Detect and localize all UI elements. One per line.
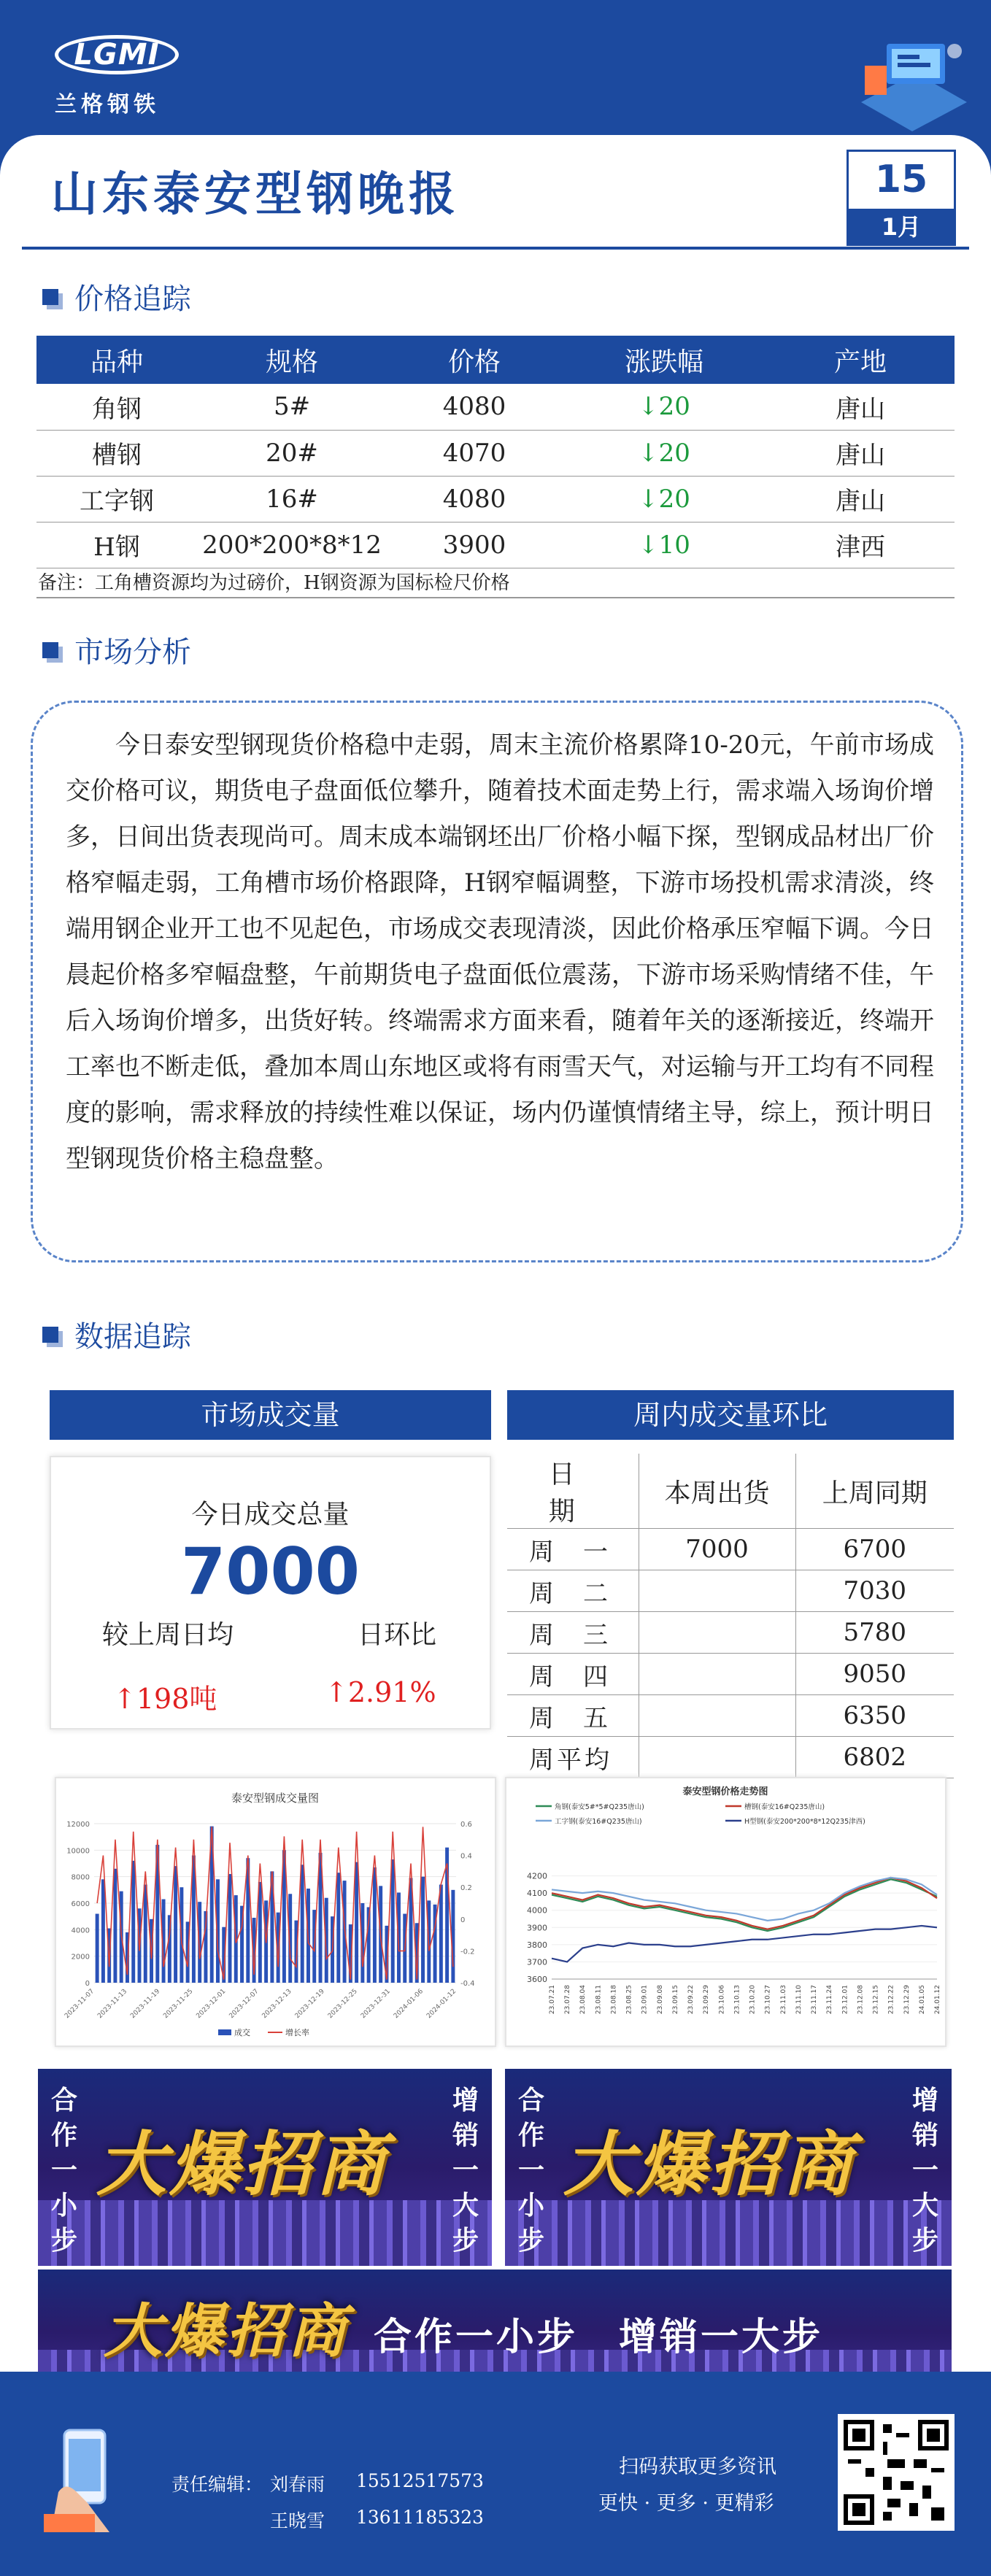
bar <box>439 1885 443 1983</box>
down-arrow-icon: ↓ <box>638 484 659 514</box>
cell-last: 6350 <box>795 1695 954 1737</box>
chart-title: 泰安型钢成交量图 <box>231 1792 320 1805</box>
table-row <box>507 1529 954 1570</box>
avg-value: ↑198吨 <box>113 1683 217 1715</box>
change-value: 20 <box>658 392 690 422</box>
y-tick-label: 0 <box>85 1980 90 1988</box>
y-tick-label: 3600 <box>527 1975 547 1984</box>
table-row <box>36 384 955 430</box>
scan-text: 扫码获取更多资讯 <box>619 2456 776 2478</box>
x-tick-label: 23.09.22 <box>687 1985 695 2015</box>
city-skyline <box>505 2200 952 2266</box>
cell-spec: 20# <box>197 430 387 476</box>
y-tick-label: 3900 <box>527 1923 547 1933</box>
y-tick-label: 2000 <box>71 1953 90 1962</box>
cell-day: 周平均 <box>507 1737 639 1778</box>
ad-big-text: 大爆招商 <box>96 2123 388 2205</box>
x-tick-label: 2023-11-25 <box>162 1988 195 2021</box>
bar <box>113 1869 117 1983</box>
x-tick-label: 23.10.13 <box>733 1985 741 2015</box>
section-bullet-icon <box>42 642 58 658</box>
cell-this: 7000 <box>639 1529 795 1570</box>
x-tick-label: 23.08.25 <box>625 1985 633 2015</box>
bar <box>144 1885 147 1983</box>
y2-tick-label: 0.4 <box>460 1852 472 1861</box>
y2-tick-label: 0.2 <box>460 1884 472 1893</box>
editor1-phone: 15512517573 <box>356 2470 484 2491</box>
qr-code-icon <box>844 2420 949 2525</box>
down-arrow-icon: ↓ <box>638 392 659 422</box>
x-tick-label: 2023-11-19 <box>129 1988 162 2021</box>
col-header: 涨跌幅 <box>562 336 766 384</box>
down-arrow-icon: ↓ <box>638 530 659 560</box>
table-row <box>36 522 955 568</box>
col-header: 价格 <box>387 336 562 384</box>
table-row <box>36 430 955 476</box>
tagline: 更快 · 更多 · 更精彩 <box>598 2492 774 2515</box>
legend-label: 成交 <box>234 2028 250 2037</box>
footer <box>0 2372 991 2576</box>
x-tick-label: 23.12.08 <box>857 1985 865 2015</box>
x-tick-label: 2023-12-13 <box>261 1988 293 2021</box>
y-tick-label: 4000 <box>527 1905 547 1916</box>
y-tick-label: 10000 <box>66 1847 90 1856</box>
col-header: 日 期 <box>507 1454 639 1529</box>
cell-name: 工字钢 <box>36 476 197 522</box>
legend-label: H型钢(泰安200*200*8*12Q235津西) <box>744 1818 865 1826</box>
cell-spec: 200*200*8*12 <box>197 522 387 568</box>
lgmi-logo <box>55 29 179 95</box>
ratio-label: 日环比 <box>358 1620 437 1650</box>
editor-label: 责任编辑： <box>171 2474 263 2495</box>
bar <box>96 1914 99 1983</box>
report-title: 山东泰安型钢晚报 <box>51 167 460 222</box>
x-tick-label: 23.09.15 <box>671 1985 679 2015</box>
table-row <box>507 1695 954 1737</box>
volume-chart-svg <box>56 1778 495 2045</box>
qr-code[interactable] <box>838 2414 955 2531</box>
cell-origin: 唐山 <box>766 384 955 430</box>
cell-this <box>639 1570 795 1612</box>
legend-label: 增长率 <box>285 2028 309 2037</box>
chart-title: 泰安型钢价格走势图 <box>682 1786 768 1797</box>
cell-price: 3900 <box>387 522 562 568</box>
city-skyline <box>38 2200 492 2266</box>
change-value: 10 <box>658 530 690 560</box>
col-header: 产地 <box>766 336 955 384</box>
bar <box>391 1859 395 1983</box>
price-table <box>36 336 955 568</box>
cell-last: 6700 <box>795 1529 954 1570</box>
section-data-title: 数据追踪 <box>74 1320 191 1354</box>
y-tick-label: 4100 <box>527 1889 547 1899</box>
x-tick-label: 2023-12-25 <box>326 1988 359 2021</box>
price-chart-svg <box>506 1778 945 2045</box>
y2-tick-label: 0 <box>460 1916 466 1924</box>
cell-spec: 5# <box>197 384 387 430</box>
x-tick-label: 23.09.08 <box>656 1985 664 2015</box>
ad-slogan: 合作一小步 增销一大步 <box>374 2315 824 2359</box>
editor2-phone: 13611185323 <box>356 2507 484 2528</box>
ratio-value: ↑2.91% <box>325 1676 436 1708</box>
y2-tick-label: 0.6 <box>460 1821 472 1829</box>
ad-side-left-text: 合作一小步 <box>50 2086 77 2256</box>
price-note: 备注：工角槽资源均为过磅价，H钢资源为国标检尺价格 <box>38 572 510 594</box>
cell-last: 6802 <box>795 1737 954 1778</box>
date-box <box>847 150 956 246</box>
table-row <box>507 1570 954 1612</box>
x-tick-label: 23.11.10 <box>795 1985 803 2015</box>
bar <box>336 1873 340 1983</box>
x-tick-label: 24.01.05 <box>918 1985 926 2015</box>
x-tick-label: 24.01.12 <box>934 1985 941 2015</box>
ad-banner-left[interactable] <box>38 2069 492 2266</box>
y-tick-label: 4000 <box>71 1927 90 1935</box>
cell-origin: 津西 <box>766 522 955 568</box>
cell-change <box>562 522 766 568</box>
editor1-name: 刘春雨 <box>270 2474 325 2495</box>
section-price-title: 价格追踪 <box>74 282 191 316</box>
x-tick-label: 23.09.01 <box>641 1985 649 2015</box>
x-tick-label: 23.08.18 <box>610 1985 618 2015</box>
editor2-name: 王晓雪 <box>270 2510 325 2531</box>
cell-this <box>639 1612 795 1654</box>
y-tick-label: 6000 <box>71 1900 90 1908</box>
cell-price: 4080 <box>387 384 562 430</box>
volume-card <box>50 1456 491 1729</box>
x-tick-label: 23.12.01 <box>841 1985 849 2015</box>
cell-day: 周五 <box>507 1695 639 1737</box>
bar <box>421 1877 425 1983</box>
avg-label: 较上周日均 <box>102 1620 234 1650</box>
ad-side-right-text: 增销一大步 <box>911 2086 938 2256</box>
x-tick-label: 23.10.27 <box>764 1985 772 2015</box>
cell-origin: 唐山 <box>766 430 955 476</box>
table-row <box>507 1612 954 1654</box>
x-tick-label: 23.08.04 <box>579 1985 587 2015</box>
cell-change <box>562 476 766 522</box>
series-line <box>552 1878 937 1929</box>
cell-name: 角钢 <box>36 384 197 430</box>
x-tick-label: 23.10.20 <box>749 1985 757 2015</box>
x-tick-label: 2023-11-13 <box>96 1988 129 2021</box>
legend-swatch <box>218 2029 231 2035</box>
cell-last: 5780 <box>795 1612 954 1654</box>
logo-text: LGMI <box>74 38 160 72</box>
section-analysis <box>42 629 191 671</box>
x-tick-label: 23.10.06 <box>718 1985 726 2015</box>
y-tick-label: 12000 <box>66 1821 90 1829</box>
ad-side-right-text: 增销一大步 <box>452 2086 479 2256</box>
bar <box>355 1862 358 1983</box>
cell-this <box>639 1695 795 1737</box>
col-header: 品种 <box>36 336 197 384</box>
cell-this <box>639 1654 795 1695</box>
y-tick-label: 3800 <box>527 1940 547 1950</box>
bar <box>301 1864 304 1983</box>
ad-big-text: 大爆招商 <box>563 2123 855 2205</box>
section-bullet-icon <box>42 289 58 305</box>
cell-day: 周三 <box>507 1612 639 1654</box>
bar <box>168 1915 171 1983</box>
x-tick-label: 23.07.21 <box>549 1985 556 2015</box>
price-trend-chart <box>505 1777 946 2047</box>
phone-hand-icon <box>44 2423 131 2532</box>
x-tick-label: 23.12.29 <box>903 1985 911 2015</box>
change-value: 20 <box>658 484 690 514</box>
x-tick-label: 2024-01-06 <box>392 1988 425 2021</box>
bar <box>101 1879 105 1983</box>
x-tick-label: 23.11.03 <box>779 1985 787 2015</box>
y-tick-label: 4200 <box>527 1871 547 1881</box>
ad-banner-right[interactable] <box>505 2069 952 2266</box>
col-header: 规格 <box>197 336 387 384</box>
date-month: 1月 <box>849 209 954 244</box>
change-value: 20 <box>658 438 690 468</box>
date-day: 15 <box>874 158 928 201</box>
ad-big-text: 大爆招商 <box>104 2297 349 2365</box>
y-tick-label: 8000 <box>71 1873 90 1882</box>
x-tick-label: 23.08.11 <box>595 1985 603 2015</box>
weekly-table <box>507 1454 954 1778</box>
x-tick-label: 2023-12-19 <box>293 1988 326 2021</box>
x-tick-label: 23.11.24 <box>826 1985 834 2015</box>
series-line <box>552 1926 937 1962</box>
cell-name: H钢 <box>36 522 197 568</box>
cell-price: 4080 <box>387 476 562 522</box>
table-row <box>507 1654 954 1695</box>
x-tick-label: 23.09.29 <box>703 1985 711 2015</box>
today-value: 7000 <box>181 1534 360 1609</box>
legend-label: 工字钢(泰安16#Q235唐山) <box>555 1818 642 1826</box>
weekly-header <box>507 1454 954 1529</box>
compare-title-bar: 周内成交量环比 <box>507 1390 954 1440</box>
today-label: 今日成交总量 <box>191 1500 350 1530</box>
cell-day: 周四 <box>507 1654 639 1695</box>
col-header: 上周同期 <box>795 1454 954 1529</box>
bar <box>228 1874 232 1983</box>
table-row <box>36 476 955 522</box>
tech-illustration-icon <box>847 22 971 139</box>
x-tick-label: 2023-12-31 <box>359 1988 392 2021</box>
cell-spec: 16# <box>197 476 387 522</box>
bar <box>373 1867 377 1983</box>
cell-name: 槽钢 <box>36 430 197 476</box>
cell-change <box>562 384 766 430</box>
cell-last: 7030 <box>795 1570 954 1612</box>
note-divider <box>36 597 955 598</box>
cell-day: 周二 <box>507 1570 639 1612</box>
cell-price: 4070 <box>387 430 562 476</box>
cell-last: 9050 <box>795 1654 954 1695</box>
ad-side-left-text: 合作一小步 <box>517 2086 544 2256</box>
y-tick-label: 3700 <box>527 1957 547 1967</box>
col-header: 本周出货 <box>639 1454 795 1529</box>
down-arrow-icon: ↓ <box>638 438 659 468</box>
x-tick-label: 23.12.22 <box>887 1985 895 2015</box>
volume-title-bar: 市场成交量 <box>50 1390 491 1440</box>
y2-tick-label: -0.2 <box>460 1948 475 1956</box>
analysis-text: 今日泰安型钢现货价格稳中走弱，周末主流价格累降10-20元，午前市场成交价格可议，期货电子盘面低位攀升，随着技术面走势上行，需求端入场询价增多，日间出货表现尚可。周末成本端钢坯出厂价格小幅下探，型钢成品材出厂价格窄幅走弱，工角槽市场价格跟降，H钢窄幅调整，下游市场投机需求清淡，终端用钢企业开工也不见起色，市场成交表现清淡，因此价格承压窄幅下调。今日晨起价格多窄幅盘整，午前期货电子盘面低位震荡，下游市场采购情绪不佳，午后入场询价增多，出货好转。终端需求方面来看，随着年关的逐渐接近，终端开工率也不断走低，叠加本周山东地区或将有雨雪天气，对运输与开工均有不同程度的影响，需求释放的持续性难以保证，场内仍谨慎情绪主导，综上，预计明日型钢现货价格主稳盘整。 <box>66 730 934 1173</box>
cell-origin: 唐山 <box>766 476 955 522</box>
price-table-header <box>36 336 955 384</box>
section-price <box>42 276 191 317</box>
x-tick-label: 2023-12-07 <box>228 1988 261 2021</box>
brand-name: 兰格钢铁 <box>55 92 160 117</box>
legend-label: 角钢(泰安5#*5#Q235唐山) <box>555 1803 644 1811</box>
title-divider <box>22 247 969 250</box>
cell-day: 周一 <box>507 1529 639 1570</box>
bar <box>174 1866 177 1983</box>
x-tick-label: 23.07.28 <box>564 1985 572 2015</box>
volume-chart <box>55 1777 496 2047</box>
cell-change <box>562 430 766 476</box>
bar <box>131 1861 135 1983</box>
cell-this <box>639 1737 795 1778</box>
x-tick-label: 23.11.17 <box>811 1985 819 2015</box>
table-row <box>507 1737 954 1778</box>
x-tick-label: 2023-12-01 <box>195 1988 228 2021</box>
x-tick-label: 2023-11-07 <box>63 1988 96 2021</box>
section-bullet-icon <box>42 1327 58 1343</box>
section-data <box>42 1314 191 1355</box>
section-analysis-title: 市场分析 <box>74 636 191 669</box>
x-tick-label: 2024-01-12 <box>425 1988 458 2021</box>
legend-label: 槽钢(泰安16#Q235唐山) <box>744 1803 825 1811</box>
bar <box>397 1892 401 1983</box>
x-tick-label: 23.12.15 <box>872 1985 880 2015</box>
y2-tick-label: -0.4 <box>460 1980 475 1988</box>
